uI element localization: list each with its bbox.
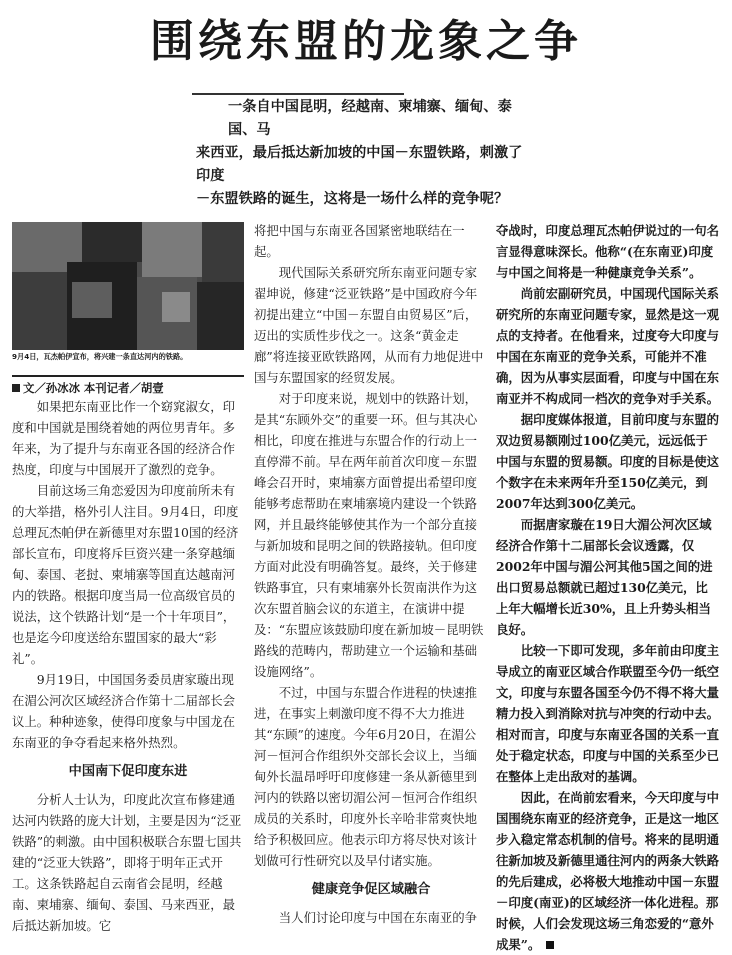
paragraph	[496, 787, 720, 955]
paragraph: 目前这场三角恋爱因为印度前所未有的大举措，格外引人注目。9月4日，印度总理瓦杰帕伊在新德里对东盟10国的经济部长宣布，印度将斥巨资兴建一条穿越缅甸、泰国、老挝、柬埔寨等国直达越南河内的铁路。根据印度当局一位高级官员的说法，这个铁路计划“是一个十年项目”，也是迄今印度送给东盟国家的最大“彩礼”。	[12, 483, 239, 666]
article-photo	[12, 222, 244, 350]
paragraph: 如果把东南亚比作一个窈窕淑女，印度和中国就是围绕着她的两位男青年。多年来，为了提升与东南亚各国的经济合作热度，印度与中国展开了激烈的竞争。	[12, 399, 236, 477]
end-mark-icon	[546, 941, 554, 949]
paragraph: 据印度媒体报道，目前印度与东盟的双边贸易额刚过100亿美元，远远低于中国与东盟的贸易额。印度的目标是使这个数字在未来两年升至150亿美元，到2007年达到300亿美元。	[496, 412, 720, 511]
deck-line-1: 一条自中国昆明，经越南、柬埔寨、缅甸、泰国、马	[228, 99, 512, 138]
column-3	[496, 220, 720, 955]
deck-summary	[196, 96, 526, 211]
paragraph: 比较一下即可发现，多年前由印度主导成立的南亚区域合作联盟至今仍一纸空文，印度与东盟各国至今仍不得不将大量精力投入到消除对抗与冲突的行动中去。相对而言，印度与东南亚各国的关系一直处于稳定状态，印度与中国的关系至少已在整体上走出敌对的基调。	[496, 643, 720, 784]
paragraph: 夺战时，印度总理瓦杰帕伊说过的一句名言显得意味深长。他称“(在东南亚)印度与中国之间将是一种健康竞争关系”。	[496, 223, 720, 280]
deck-line-2: 来西亚，最后抵达新加坡的中国－东盟铁路，刺激了印度	[196, 145, 523, 184]
photo-caption: 9月4日，瓦杰帕伊宣布，将兴建一条直达河内的铁路。	[12, 352, 188, 361]
paragraph: 而据唐家璇在19日大湄公河次区域经济合作第十二届部长会议透露，仅2002年中国与湄公河其他5国之间的进出口贸易总额就已超过130亿美元，比上年大幅增长近30%，且上升势头相当良好。	[496, 517, 713, 637]
paragraph-text: 因此，在尚前宏看来，今天印度与中国围绕东南亚的经济竞争，正是这一地区步入稳定常态机制的信号。将来的昆明通往新加坡及新德里通往河内的两条大铁路的先后建成，必将极大地推动中国－东盟－印度(南亚)的区域经济一体化进程。那时候，人们会发现这场三角恋爱的“意外成果”。	[496, 790, 720, 952]
paragraph: 将把中国与东南亚各国紧密地联结在一起。	[254, 223, 465, 259]
paragraph: 不过，中国与东盟合作进程的快速推进，在事实上刺激印度不得不大力推进其“东顾”的速度。今年6月20日，在湄公河－恒河合作组织外交部长会议上，当缅甸外长温昂呼吁印度修建一条从新德里到河内的铁路以密切湄公河－恒河合作组织成员的关系时，印度外长辛哈非常爽快地给予积极回应。他表示印方将尽快对该计划做可行性研究以及早付诸实施。	[254, 685, 478, 868]
paragraph: 尚前宏副研究员，中国现代国际关系研究所的东南亚问题专家，显然是这一观点的支持者。在他看来，过度夸大印度与中国在东南亚的竞争关系，可能并不准确，因为从事实层面看，印度与中国在东南亚并不构成同一档次的竞争对手关系。	[496, 286, 720, 406]
deck-line-3: －东盟铁路的诞生，这将是一场什么样的竞争呢？	[196, 191, 509, 207]
paragraph: 当人们讨论印度与中国在东南亚的争	[278, 910, 478, 925]
section-heading: 中国南下促印度东进	[68, 764, 188, 779]
headline: 围绕东盟的龙象之争	[150, 16, 582, 67]
paragraph: 现代国际关系研究所东南亚问题专家翟坤说，修建“泛亚铁路”是中国政府今年初提出建立“中国－东盟自由贸易区”后，迈出的实质性步伐之一。这条“黄金走廊”将连接亚欧铁路网，从而有力地促进中国与东盟国家的经贸发展。	[254, 265, 484, 385]
paragraph: 对于印度来说，规划中的铁路计划，是其“东顾外交”的重要一环。但与其决心相比，印度在推进与东盟合作的行动上一直停滞不前。早在两年前首次印度－东盟峰会召开时，柬埔寨方面曾提出希望印度能够考虑帮助在柬埔寨境内建设一个铁路网，并且最终能够使其作为一个部分直接与新加坡和昆明之间的铁路接轨。但印度方面对此没有明确答复。最终，关于修建铁路事宜，只有柬埔寨外长贺南洪作为这次东盟首脑会议的东道主，在演讲中提及：“东盟应该鼓励印度在新加坡－昆明铁路线的范畴内，帮助建立一个运输和基础设施网络”。	[254, 391, 484, 679]
paragraph: 分析人士认为，印度此次宣布修建通达河内铁路的庞大计划，主要是因为“泛亚铁路”的刺激。由中国积极联合东盟七国共建的“泛亚大铁路”，即将于明年正式开工。这条铁路起自云南省会昆明，经越南、柬埔寨、缅甸、泰国、马来西亚，最后抵达新加坡。它	[12, 792, 242, 933]
paragraph: 9月19日，中国国务委员唐家璇出现在湄公河次区域经济合作第十二届部长会议上。种种迹象，使得印度象与中国龙在东南亚的争夺看起来格外热烈。	[12, 672, 236, 750]
column-1	[12, 220, 244, 936]
section-heading: 健康竞争促区域融合	[311, 882, 431, 897]
byline	[12, 375, 244, 396]
column-2	[254, 220, 488, 928]
byline-text: 文／孙冰冰 本刊记者／胡壹	[23, 381, 164, 395]
dek-rule	[192, 93, 404, 95]
byline-square-icon	[12, 384, 20, 392]
